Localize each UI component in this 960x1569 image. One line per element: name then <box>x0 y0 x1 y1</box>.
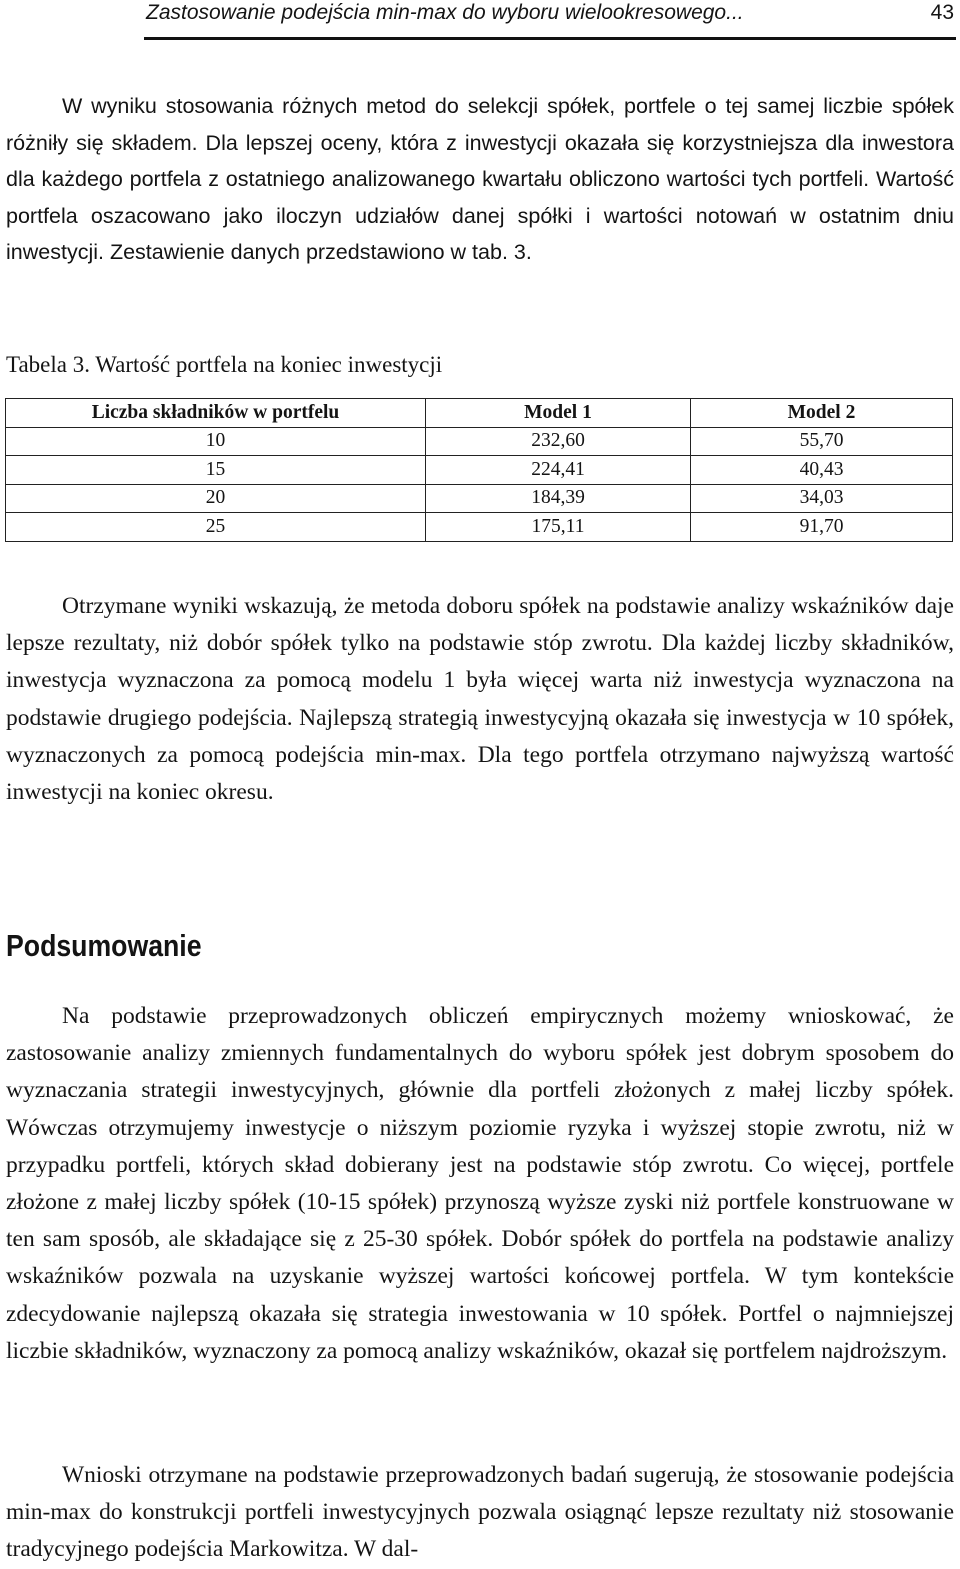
table-cell: 175,11 <box>426 513 691 542</box>
table-cell: 15 <box>6 456 426 485</box>
table-header-row <box>6 399 953 428</box>
table-row <box>6 484 953 513</box>
header-cell-model-1: Model 1 <box>426 399 691 428</box>
table-cell: 224,41 <box>426 456 691 485</box>
table-cell: 184,39 <box>426 484 691 513</box>
conclusion-paragraph: Wnioski otrzymane na podstawie przeprowadzonych badań sugerują, że stosowanie podejścia min-max do konstrukcji portfeli inwestycyjnych pozwala osiągnąć lepsze rezultaty niż stosowanie tradycyjnego podejścia Markowitza. W dal- <box>6 1462 954 1563</box>
summary-paragraph: Na podstawie przeprowadzonych obliczeń empirycznych możemy wnioskować, że zastosowanie analizy zmiennych fundamentalnych do wyboru spółek jest dobrym sposobem do wyznaczania strategii inwestycyjnych, głównie dla portfeli złożonych z małej liczby spółek. Wówczas otrzymujemy inwestycje o niższym poziomie ryzyka i wyższej stopie zwrotu, niż w przypadku portfeli, których skład dobierany jest na podstawie stóp zwrotu. Co więcej, portfele złożone z małej liczby spółek (10-15 spółek) przynoszą wyższe zyski niż portfele konstruowane w ten sam sposób, ale składające się z 25-30 spółek. Dobór spółek do portfela na podstawie analizy wskaźników pozwala na uzyskanie wyższej wartości końcowej portfela. W tym kontekście zdecydowanie najlepszą okazała się strategia inwestowania w 10 spółek. Portfel o najmniejszej liczbie składników, wyznaczony za pomocą analizy wskaźników, okazał się portfelem najdroższym. <box>6 1003 954 1364</box>
intro-paragraph: W wyniku stosowania różnych metod do selekcji spółek, portfele o tej samej liczbie spółek różniły się składem. Dla lepszej oceny, która z inwestycji okazała się korzystniejsza dla inwestora dla każdego portfela z ostatniego analizowanego kwartału obliczono wartości tych portfeli. Wartość portfela oszacowano jako iloczyn udziałów danej spółki i wartości notowań w ostatnim dniu inwestycji. Zestawienie danych przedstawiono w tab. 3. <box>6 94 954 264</box>
table-row <box>6 427 953 456</box>
table-row <box>6 513 953 542</box>
table-cell: 40,43 <box>691 456 953 485</box>
table-cell: 232,60 <box>426 427 691 456</box>
table-cell: 91,70 <box>691 513 953 542</box>
running-title: Zastosowanie podejścia min-max do wyboru wielookresowego... <box>146 1 744 24</box>
page-number: 43 <box>930 1 954 24</box>
table-cell: 20 <box>6 484 426 513</box>
header-cell-model-2: Model 2 <box>691 399 953 428</box>
table-row <box>6 456 953 485</box>
header-rule <box>144 37 956 40</box>
table-cell: 25 <box>6 513 426 542</box>
table-cell: 10 <box>6 427 426 456</box>
table-cell: 34,03 <box>691 484 953 513</box>
portfolio-value-table <box>5 398 953 542</box>
results-paragraph: Otrzymane wyniki wskazują, że metoda doboru spółek na podstawie analizy wskaźników daje lepsze rezultaty, niż dobór spółek tylko na podstawie stóp zwrotu. Dla każdej liczby składników, inwestycja wyznaczona za pomocą modelu 1 była więcej warta niż inwestycja wyznaczona na podstawie drugiego podejścia. Najlepszą strategią inwestycyjną okazała się inwestycja w 10 spółek, wyznaczonych za pomocą podejścia min-max. Dla tego portfela otrzymano najwyższą wartość inwestycji na koniec okresu. <box>6 593 954 806</box>
section-heading: Podsumowanie <box>6 928 202 963</box>
page-header <box>146 0 954 28</box>
table-cell: 55,70 <box>691 427 953 456</box>
header-cell-components: Liczba składników w portfelu <box>6 399 426 428</box>
table-caption: Tabela 3. Wartość portfela na koniec inwestycji <box>6 352 443 377</box>
